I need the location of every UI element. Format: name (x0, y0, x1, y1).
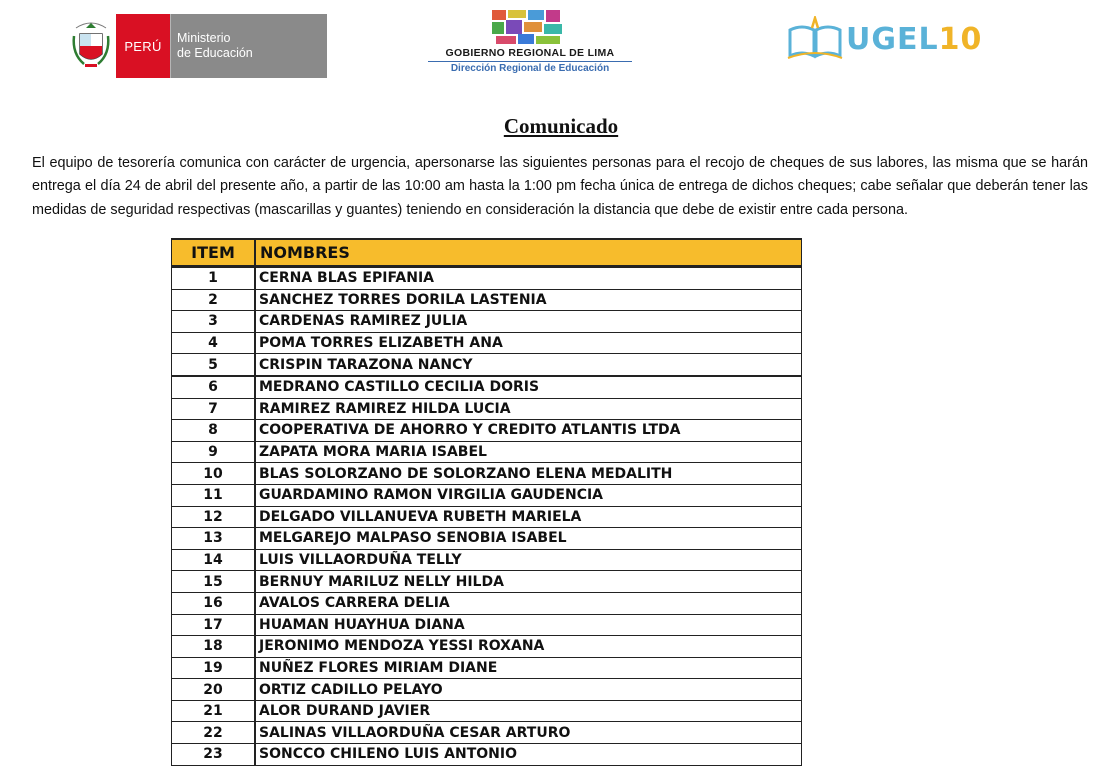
peru-label: PERÚ (116, 14, 170, 78)
table-row (172, 332, 802, 354)
item-number-cell: 2 (172, 289, 256, 311)
open-book-icon (786, 16, 844, 62)
table-row (172, 700, 802, 722)
table-row (172, 420, 802, 442)
ugel-number: 10 (938, 21, 983, 57)
ugel-logo (786, 16, 982, 62)
item-number-cell: 10 (172, 463, 256, 485)
person-name-cell: CARDENAS RAMIREZ JULIA (255, 311, 802, 333)
minedu-logo (70, 14, 327, 78)
table-row (172, 549, 802, 571)
item-number-cell: 5 (172, 354, 256, 376)
item-number-cell: 21 (172, 700, 256, 722)
item-number-cell: 12 (172, 506, 256, 528)
table-body (172, 267, 802, 766)
item-number-cell: 14 (172, 549, 256, 571)
table-row (172, 571, 802, 593)
table-row (172, 528, 802, 550)
person-name-cell: ORTIZ CADILLO PELAYO (255, 679, 802, 701)
person-name-cell: ALOR DURAND JAVIER (255, 700, 802, 722)
table-row (172, 376, 802, 398)
item-number-cell: 16 (172, 592, 256, 614)
page-title: Comunicado (503, 114, 619, 138)
person-name-cell: RAMIREZ RAMIREZ HILDA LUCIA (255, 398, 802, 420)
peru-coat-of-arms-icon (70, 14, 112, 78)
person-name-cell: SANCHEZ TORRES DORILA LASTENIA (255, 289, 802, 311)
item-number-cell: 3 (172, 311, 256, 333)
item-number-cell: 20 (172, 679, 256, 701)
person-name-cell: SONCCO CHILENO LUIS ANTONIO (255, 744, 802, 766)
person-name-cell: HUAMAN HUAYHUA DIANA (255, 614, 802, 636)
names-table (171, 238, 802, 766)
person-name-cell: JERONIMO MENDOZA YESSI ROXANA (255, 636, 802, 658)
item-number-cell: 17 (172, 614, 256, 636)
ugel-name: UGEL (846, 21, 939, 57)
table-row (172, 398, 802, 420)
person-name-cell: LUIS VILLAORDUÑA TELLY (255, 549, 802, 571)
table-row (172, 354, 802, 376)
table-row (172, 506, 802, 528)
table-row (172, 311, 802, 333)
item-number-cell: 22 (172, 722, 256, 744)
regional-government-title: GOBIERNO REGIONAL DE LIMA (445, 47, 615, 59)
person-name-cell: BERNUY MARILUZ NELLY HILDA (255, 571, 802, 593)
ministry-label (170, 14, 327, 78)
person-name-cell: SALINAS VILLAORDUÑA CESAR ARTURO (255, 722, 802, 744)
table-row (172, 636, 802, 658)
table-row (172, 289, 802, 311)
person-name-cell: POMA TORRES ELIZABETH ANA (255, 332, 802, 354)
item-number-cell: 11 (172, 484, 256, 506)
item-number-cell: 18 (172, 636, 256, 658)
table-row (172, 463, 802, 485)
table-row (172, 744, 802, 766)
regional-education-subtitle: Dirección Regional de Educación (428, 61, 632, 74)
item-number-cell: 23 (172, 744, 256, 766)
item-number-cell: 9 (172, 441, 256, 463)
person-name-cell: MEDRANO CASTILLO CECILIA DORIS (255, 376, 802, 398)
item-number-cell: 8 (172, 420, 256, 442)
person-name-cell: GUARDAMINO RAMON VIRGILIA GAUDENCIA (255, 484, 802, 506)
person-name-cell: COOPERATIVA DE AHORRO Y CREDITO ATLANTIS LTDA (255, 420, 802, 442)
person-name-cell: DELGADO VILLANUEVA RUBETH MARIELA (255, 506, 802, 528)
person-name-cell: CERNA BLAS EPIFANIA (255, 267, 802, 290)
person-name-cell: CRISPIN TARAZONA NANCY (255, 354, 802, 376)
person-name-cell: BLAS SOLORZANO DE SOLORZANO ELENA MEDALITH (255, 463, 802, 485)
regional-government-emblem-icon (490, 8, 566, 46)
announcement-body: El equipo de tesorería comunica con carácter de urgencia, apersonarse las siguientes personas para el recojo de cheques de sus labores, las misma que se harán entrega el día 24 de abril del presente año, a partir de las 10:00 am hasta la 1:00 pm fecha única de entrega de dichos cheques; cabe señalar que deberán tener las medidas de seguridad respectivas (mascarillas y guantes) teniendo en consideración la distancia que debe de existir entre cada persona. (32, 155, 1088, 218)
person-name-cell: MELGAREJO MALPASO SENOBIA ISABEL (255, 528, 802, 550)
item-column-header: ITEM (172, 239, 256, 267)
table-row (172, 441, 802, 463)
names-column-header: NOMBRES (255, 239, 802, 267)
ministry-line-1: Ministerio (177, 31, 231, 45)
gobierno-regional-logo (428, 8, 632, 76)
table-row (172, 267, 802, 290)
table-row (172, 722, 802, 744)
table-row (172, 614, 802, 636)
table-row (172, 657, 802, 679)
table-row (172, 592, 802, 614)
person-name-cell: AVALOS CARRERA DELIA (255, 592, 802, 614)
item-number-cell: 7 (172, 398, 256, 420)
table-row (172, 679, 802, 701)
item-number-cell: 1 (172, 267, 256, 290)
item-number-cell: 13 (172, 528, 256, 550)
person-name-cell: NUÑEZ FLORES MIRIAM DIANE (255, 657, 802, 679)
item-number-cell: 6 (172, 376, 256, 398)
ministry-line-2: de Educación (177, 46, 253, 60)
item-number-cell: 4 (172, 332, 256, 354)
ugel-wordmark (846, 22, 982, 57)
table-header-row (172, 239, 802, 267)
person-name-cell: ZAPATA MORA MARIA ISABEL (255, 441, 802, 463)
item-number-cell: 15 (172, 571, 256, 593)
item-number-cell: 19 (172, 657, 256, 679)
table-row (172, 484, 802, 506)
